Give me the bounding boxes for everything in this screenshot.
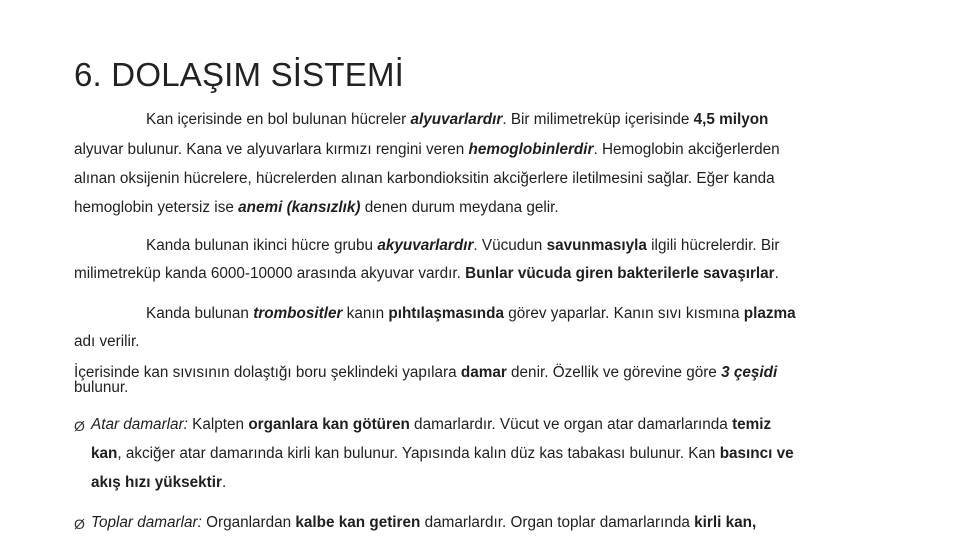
paragraph-4-line-2 [74, 379, 128, 397]
term-trombositler: trombositler [253, 305, 343, 322]
arrow-bullet-icon: Ø [74, 516, 85, 532]
paragraph-1-line-2 [74, 141, 780, 159]
text: milimetreküp kanda 6000-10000 arasında akyuvar vardır. [74, 265, 466, 282]
text: . Vücudun [473, 237, 547, 254]
arrow-bullet-icon: Ø [74, 418, 85, 434]
text: denir. Özellik ve görevine göre [506, 364, 722, 381]
paragraph-1-line-4 [74, 199, 559, 217]
term-hemoglobin: hemoglobinlerdir [468, 141, 594, 158]
emphasis: temiz [732, 416, 772, 433]
emphasis: basıncı ve [719, 445, 794, 462]
paragraph-4-line-1 [74, 364, 777, 382]
term-akyuvarlar: akyuvarlardır [377, 237, 474, 254]
text: adı verilir. [74, 333, 140, 350]
text: . [774, 265, 779, 282]
text: alyuvar bulunur. Kana ve alyuvarlara kırmızı rengini veren [74, 141, 469, 158]
emphasis: Bunlar vücuda giren bakterilerle savaşırlar [465, 265, 775, 282]
bullet-label: Atar damarlar: [91, 416, 188, 433]
text: damarlardır. Vücut ve organ atar damarlarında [409, 416, 733, 433]
text: Kanda bulunan [146, 305, 254, 322]
term-anemi: anemi (kansızlık) [238, 199, 361, 216]
text: kanın [342, 305, 389, 322]
bullet-2-line-1 [91, 514, 756, 532]
text: Kan içerisinde en bol bulunan hücreler [146, 111, 411, 128]
text: Kanda bulunan ikinci hücre grubu [146, 237, 378, 254]
bullet-1-line-3 [91, 474, 226, 492]
emphasis: kan [91, 445, 118, 462]
text: Organlardan [201, 514, 296, 531]
bullet-label: Toplar damarlar: [91, 514, 202, 531]
paragraph-1-line-1 [146, 111, 768, 129]
paragraph-3-line-1 [146, 305, 796, 323]
emphasis: organlara kan götüren [248, 416, 410, 433]
text: ilgili hücrelerdir. Bir [646, 237, 780, 254]
text: görev yaparlar. Kanın sıvı kısmına [503, 305, 744, 322]
text: bulunur. [74, 379, 129, 396]
emphasis: savunmasıyla [546, 237, 647, 254]
emphasis: akış hızı yüksektir [91, 474, 222, 491]
paragraph-1-line-3 [74, 170, 775, 188]
text: alınan oksijenin hücrelere, hücrelerden alınan karbondioksitin akciğerlere iletilmesini sağlar. Eğer kanda [74, 170, 775, 187]
bullet-1-line-1 [91, 416, 771, 434]
text: İçerisinde kan sıvısının dolaştığı boru şeklindeki yapılara [74, 364, 461, 381]
text: , akciğer atar damarında kirli kan bulunur. Yapısında kalın düz kas tabakası bulunur. Kan [117, 445, 720, 462]
text: . [221, 474, 227, 491]
emphasis: 4,5 milyon [693, 111, 769, 128]
text: damarlardır. Organ toplar damarlarında [420, 514, 695, 531]
bullet-1-line-2 [91, 445, 794, 463]
emphasis: 3 çeşidi [721, 364, 778, 381]
emphasis: damar [460, 364, 507, 381]
paragraph-2-line-1 [146, 237, 780, 255]
paragraph-3-line-2 [74, 333, 139, 351]
term-alyuvarlar: alyuvarlardır [410, 111, 503, 128]
slide-title: 6. DOLAŞIM SİSTEMİ [74, 56, 405, 93]
text: . Hemoglobin akciğerlerden [593, 141, 780, 158]
paragraph-2-line-2 [74, 265, 779, 283]
emphasis: pıhtılaşmasında [388, 305, 504, 322]
text: Kalpten [187, 416, 249, 433]
text: hemoglobin yetersiz ise [74, 199, 239, 216]
text: . Bir milimetreküp içerisinde [502, 111, 694, 128]
emphasis: plazma [743, 305, 796, 322]
emphasis: kirli kan, [694, 514, 757, 531]
text: denen durum meydana gelir. [360, 199, 559, 216]
emphasis: kalbe kan getiren [295, 514, 421, 531]
